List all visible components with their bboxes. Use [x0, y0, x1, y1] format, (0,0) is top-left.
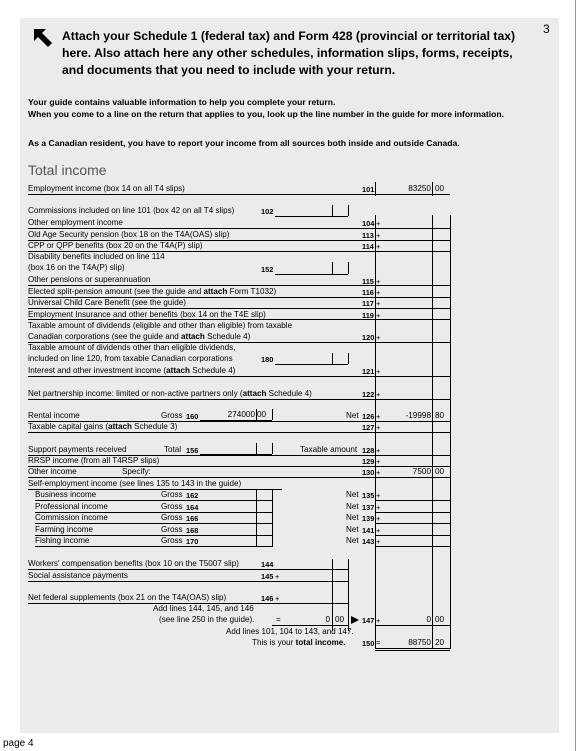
line-120-label-2a: Canadian corporations (see the guide and [28, 332, 181, 341]
line-101-cents: 00 [435, 184, 445, 193]
page-edge [575, 0, 576, 751]
line-127-num: 127 [362, 423, 375, 432]
line-115-sign: + [376, 277, 381, 286]
line-116-label-c: Form T1032) [227, 287, 277, 296]
intro-guide: Your guide contains valuable information to help you complete your return. [28, 97, 336, 107]
line-127-label-c: Schedule 3) [131, 422, 178, 431]
line-135-gross-label: Gross [161, 490, 183, 499]
intro-lookup: When you come to a line on the return that applies to you, look up the line number in the guide for more information. [28, 109, 505, 119]
line-137-num: 137 [362, 503, 375, 512]
line-141-rule [375, 535, 450, 536]
line-122-rule [28, 399, 450, 400]
line-129-num: 129 [362, 457, 375, 466]
line-137-gross-label: Gross [161, 502, 183, 511]
line-129-sign: + [376, 457, 381, 466]
line-121-sign: + [376, 367, 381, 376]
line-101-num: 101 [362, 185, 375, 194]
rental-net-label: Net [346, 411, 359, 420]
page-number: 3 [543, 22, 550, 36]
line-114-num: 114 [362, 242, 374, 251]
line-139-num: 139 [362, 514, 375, 523]
line-126-num: 126 [362, 412, 375, 421]
line-180-label-1: Taxable amount of dividends other than eligible dividends, [28, 343, 236, 352]
line-160-num: 160 [186, 412, 199, 421]
taxable-amount-label: Taxable amount [300, 445, 358, 454]
line-130-num: 130 [362, 468, 375, 477]
line-116-sign: + [376, 288, 381, 297]
line-147-rule [375, 625, 450, 626]
line-143-sign: + [376, 537, 381, 546]
line-162-num: 162 [186, 491, 199, 500]
line-117-sign: + [376, 299, 381, 308]
line-121-label-attach: attach [166, 366, 190, 375]
line-104-num: 104 [362, 219, 375, 228]
field-end [272, 409, 273, 420]
line-120-label-2 [28, 332, 250, 341]
line-147-num: 147 [362, 616, 375, 625]
line-137-sign: + [376, 503, 381, 512]
cents-divider [332, 262, 333, 274]
line-137-label: Professional income [35, 502, 108, 511]
header-line-3: and documents that you need to include with your return. [62, 63, 396, 77]
field-end [348, 559, 349, 631]
line-127-label-attach: attach [108, 422, 132, 431]
line-120-label-attach: attach [181, 332, 205, 341]
line-135-rule [375, 500, 450, 501]
line-127-sign: + [376, 423, 381, 432]
line-144-num: 144 [261, 560, 274, 569]
line-113-sign: + [376, 231, 381, 240]
arrow-up-left-icon [34, 29, 52, 47]
line-104-label: Other employment income [28, 218, 123, 227]
line-104-rule [28, 228, 450, 229]
line-126-dollars: -19998 [405, 411, 431, 420]
line-152-field[interactable] [275, 274, 348, 275]
line-160-cents: 00 [257, 410, 267, 419]
line-137-net-label: Net [346, 502, 359, 511]
line-130-cents: 00 [435, 467, 445, 476]
line-160-dollars: 274000 [227, 410, 255, 419]
arrow-right-icon [351, 616, 359, 624]
line-130-dollars: 7500 [412, 467, 431, 476]
line-119-sign: + [376, 311, 381, 320]
line-126-cents: 80 [435, 411, 445, 420]
line-117-label: Universal Child Care Benefit (see the guide) [28, 298, 186, 307]
line-130-label: Other income [28, 467, 77, 476]
line-120-num: 120 [362, 333, 375, 342]
line-119-rule [28, 319, 450, 320]
support-payments-label: Support payments received [28, 445, 127, 454]
line-129-label: RRSP income (from all T4RSP slips) [28, 456, 160, 465]
line-162-rule[interactable] [35, 500, 272, 501]
line-126-sign: + [376, 412, 381, 421]
line-150-total-income: total income. [295, 638, 346, 647]
line-150-equals: = [376, 638, 381, 647]
line-121-label-c: Schedule 4) [189, 366, 236, 375]
line-150-num: 150 [362, 639, 375, 648]
line-147-label-1: Add lines 144, 145, and 146 [153, 604, 254, 613]
line-147-subtotal-dollars: 0 [325, 615, 330, 624]
line-135-label: Business income [35, 490, 97, 499]
line-143-net-label: Net [346, 536, 359, 545]
line-104-sign: + [376, 219, 381, 228]
line-156-num: 156 [186, 446, 199, 455]
line-127-label-a: Taxable capital gains ( [28, 422, 109, 431]
line-143-num: 143 [362, 537, 375, 546]
line-122-label-attach: attach [242, 389, 267, 398]
cents-divider [332, 205, 333, 216]
line-170-num: 170 [186, 537, 199, 546]
line-152-label-1: Disability benefits included on line 114 [28, 252, 165, 261]
field-end [272, 489, 273, 547]
line-135-num: 135 [362, 491, 375, 500]
line-141-num: 141 [362, 526, 375, 535]
section-title: Total income [28, 162, 107, 178]
intro-resident: As a Canadian resident, you have to report your income from all sources both inside and outside Canada. [28, 138, 460, 148]
line-121-num: 121 [362, 367, 375, 376]
col-rule [450, 215, 451, 649]
line-119-label: Employment Insurance and other benefits (box 14 on the T4E slip) [28, 310, 266, 319]
line-135-sign: + [376, 491, 381, 500]
cents-divider [332, 353, 333, 364]
line-122-label-c: Schedule 4) [266, 389, 312, 398]
line-113-num: 113 [362, 231, 374, 240]
line-147-equals: = [276, 615, 281, 624]
line-119-num: 119 [362, 311, 374, 320]
line-120-label-2c: Schedule 4) [204, 332, 251, 341]
line-122-num: 122 [362, 390, 375, 399]
line-150-label-2 [252, 638, 346, 647]
line-101-label: Employment income (box 14 on all T4 slips) [28, 184, 185, 193]
line-150-label-2a: This is your [252, 638, 296, 647]
line-170-rule[interactable] [35, 546, 272, 547]
line-143-gross-label: Gross [161, 536, 183, 545]
cents-divider [256, 409, 257, 420]
line-116-label-attach: attach [203, 287, 228, 296]
line-139-net-label: Net [346, 513, 359, 522]
line-166-rule[interactable] [35, 523, 272, 524]
line-180-num: 180 [261, 355, 274, 364]
line-127-label [28, 422, 177, 431]
footer-page-label: page 4 [3, 738, 34, 749]
line-147-subtotal-rule [272, 625, 348, 626]
line-141-sign: + [376, 526, 381, 535]
field-end [348, 205, 349, 216]
line-146-sign: + [275, 594, 280, 603]
line-143-rule [375, 546, 450, 547]
line-139-label: Commission income [35, 513, 108, 522]
line-130-rule [28, 477, 450, 478]
line-141-label: Farming income [35, 525, 94, 534]
header-line-2: here. Also attach here any other schedules, information slips, forms, receipts, [62, 46, 513, 60]
line-150-double-rule [375, 650, 450, 651]
line-121-label-a: Interest and other investment income ( [28, 366, 167, 375]
line-150-rule [375, 648, 450, 649]
line-116-num: 116 [362, 288, 374, 297]
line-102-field[interactable] [275, 216, 348, 217]
line-144-label: Workers' compensation benefits (box 10 on the T5007 slip) [28, 559, 239, 568]
line-115-label: Other pensions or superannuation [28, 275, 151, 284]
line-147-subtotal-cents: 00 [335, 615, 345, 624]
line-121-label [28, 366, 235, 375]
support-total-label: Total [164, 445, 182, 454]
line-139-sign: + [376, 514, 381, 523]
line-152-num: 152 [261, 265, 274, 274]
cents-divider [256, 443, 257, 454]
line-150-label-1: Add lines 101, 104 to 143, and 147. [226, 627, 354, 636]
line-115-rule [28, 285, 450, 286]
line-116-label-a: Elected split-pension amount (see the guide and [28, 287, 204, 296]
rental-gross-label: Gross [161, 411, 183, 420]
line-128-num: 128 [362, 446, 375, 455]
line-147-label-2: (see line 250 in the guide). [159, 615, 255, 624]
line-166-num: 166 [186, 514, 199, 523]
line-147-sign: + [376, 616, 381, 625]
line-117-num: 117 [362, 299, 374, 308]
line-115-num: 115 [362, 277, 374, 286]
line-150-cents: 20 [435, 638, 445, 647]
line-147-dollars: 0 [426, 615, 431, 624]
line-122-label-a: Net partnership income: limited or non-active partners only ( [28, 389, 243, 398]
line-147-cents: 00 [435, 615, 445, 624]
line-141-gross-label: Gross [161, 525, 183, 534]
line-120-label-1: Taxable amount of dividends (eligible and other than eligible) from taxable [28, 321, 293, 330]
line-102-label: Commissions included on line 101 (box 42 on all T4 slips) [28, 206, 235, 215]
line-146-num: 146 [261, 594, 274, 603]
field-end [348, 353, 349, 364]
line-150-dollars: 88750 [408, 638, 431, 647]
rental-income-label: Rental income [28, 411, 80, 420]
line-145-sign: + [275, 572, 280, 581]
line-101-dollars: 83250 [408, 184, 431, 193]
line-128-sign: + [376, 446, 381, 455]
line-117-rule [28, 308, 450, 309]
line-145-num: 145 [261, 572, 274, 581]
line-130-specify: Specify: [122, 467, 151, 476]
line-135-net-label: Net [346, 490, 359, 499]
line-113-label: Old Age Security pension (box 18 on the T4A(OAS) slip) [28, 230, 230, 239]
line-122-sign: + [376, 390, 381, 399]
line-114-label: CPP or QPP benefits (box 20 on the T4A(P) slip) [28, 241, 203, 250]
field-end [272, 443, 273, 454]
line-145-rule[interactable] [28, 581, 348, 582]
line-180-field[interactable] [275, 364, 348, 365]
line-146-label: Net federal supplements (box 21 on the T4A(OAS) slip) [28, 593, 227, 602]
line-102-num: 102 [261, 207, 274, 216]
line-116-label [28, 287, 276, 296]
line-139-gross-label: Gross [161, 513, 183, 522]
cents-divider [256, 489, 257, 547]
line-130-sign: + [376, 468, 381, 477]
self-employment-label: Self-employment income (see lines 135 to 143 in the guide) [28, 479, 242, 488]
line-164-num: 164 [186, 503, 199, 512]
line-137-rule [375, 512, 450, 513]
line-122-label [28, 389, 312, 398]
line-145-label: Social assistance payments [28, 571, 128, 580]
line-114-sign: + [376, 242, 381, 251]
line-120-sign: + [376, 333, 381, 342]
line-144-rule[interactable] [28, 569, 348, 570]
line-141-net-label: Net [346, 525, 359, 534]
line-139-rule [375, 523, 450, 524]
line-143-label: Fishing income [35, 536, 90, 545]
line-121-rule [28, 376, 450, 377]
header-line-1: Attach your Schedule 1 (federal tax) and Form 428 (provincial or territorial tax) [62, 29, 516, 43]
line-180-label-2: included on line 120, from taxable Canadian corporations [28, 354, 233, 363]
line-127-rule [28, 432, 450, 433]
field-end [348, 262, 349, 274]
line-152-label-2: (box 16 on the T4A(P) slip) [28, 263, 125, 272]
line-101-rule [28, 194, 450, 195]
line-168-num: 168 [186, 526, 199, 535]
